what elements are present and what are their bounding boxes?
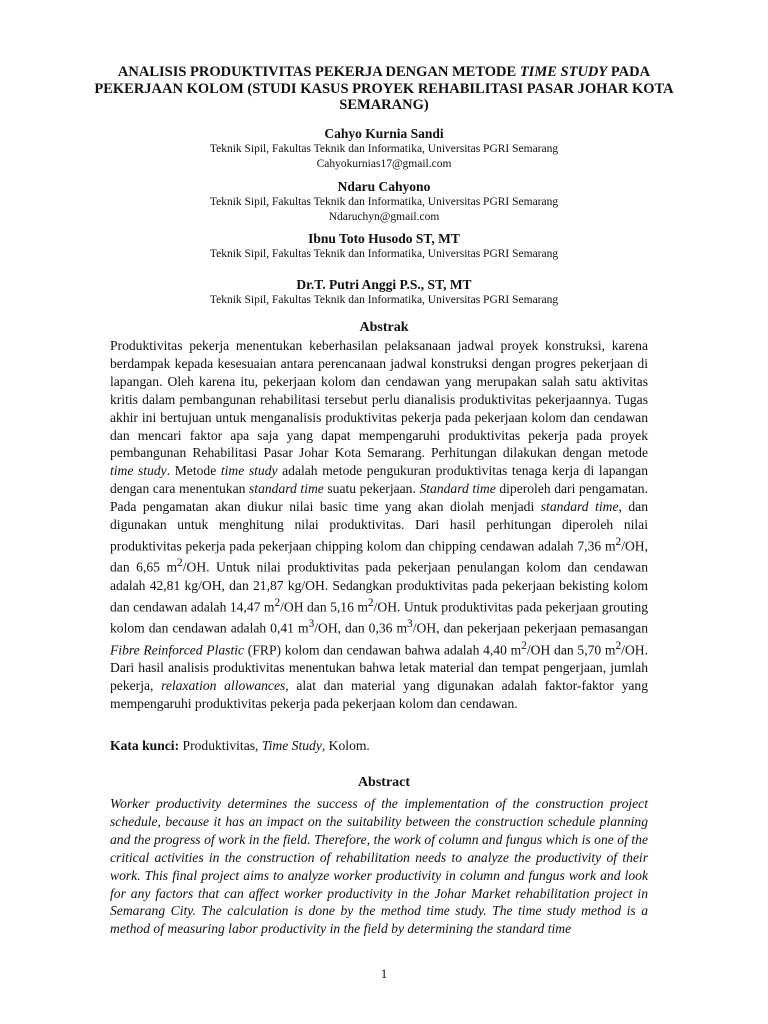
author-name: Dr.T. Putri Anggi P.S., ST, MT (296, 277, 472, 292)
author-block-2 (80, 178, 688, 225)
abstrak-heading: Abstrak (359, 320, 409, 335)
author-name: Cahyo Kurnia Sandi (324, 126, 444, 141)
author-block-4 (80, 276, 688, 308)
author-email: Ndaruchyn@gmail.com (328, 211, 440, 223)
author-affiliation: Teknik Sipil, Fakultas Teknik dan Informatika, Universitas PGRI Semarang (209, 143, 559, 155)
page-number: 1 (380, 966, 388, 981)
keywords: Kata kunci: Produktivitas, Time Study, Kolom. (110, 738, 370, 753)
author-email: Cahyokurnias17@gmail.com (316, 158, 452, 170)
author-name: Ndaru Cahyono (337, 179, 431, 194)
paper-title: ANALISIS PRODUKTIVITAS PEKERJA DENGAN METODE TIME STUDY PADA PEKERJAAN KOLOM (STUDI KASUS PROYEK REHABILITASI PASAR JOHAR KOTA SEMARANG) (94, 64, 674, 113)
author-block-3 (80, 230, 688, 262)
author-block-1 (80, 125, 688, 172)
abstract-text: Worker productivity determines the success of the implementation of the construction project schedule, because it has an impact on the suitability between the construction schedule planning and the progress of work in the field. Therefore, the work of column and fungus which is one of the critical activities in the construction of rehabilitation needs to analyze the productivity of their work. This final project aims to analyze worker productivity in column and fungus work and look for any factors that can affect worker productivity in the Johar Market rehabilitation project in Semarang City. The calculation is done by the method time study. The time study method is a method of measuring labor productivity in the field by determining the standard time (110, 796, 648, 937)
author-name: Ibnu Toto Husodo ST, MT (308, 231, 460, 246)
author-affiliation: Teknik Sipil, Fakultas Teknik dan Informatika, Universitas PGRI Semarang (209, 248, 559, 260)
abstract-heading: Abstract (357, 775, 411, 790)
author-affiliation: Teknik Sipil, Fakultas Teknik dan Informatika, Universitas PGRI Semarang (209, 196, 559, 208)
keywords-label: Kata kunci: (110, 738, 180, 753)
abstrak-text: Produktivitas pekerja menentukan keberhasilan pelaksanaan jadwal proyek konstruksi, karena berdampak kepada kesesuaian antara perencanaan jadwal konstruksi dengan progres pekerjaan di lapangan. Oleh karena itu, pekerjaan kolom dan cendawan yang merupakan salah satu aktivitas kritis dalam pembangunan rehabilitasi tersebut perlu dianalisis produktivitas pekerjaannya. Tugas akhir ini bertujuan untuk menganalisis produktivitas pekerja pada pekerjaan kolom dan cendawan dan mencari faktor apa saja yang dapat mempengaruhi produktivitas pekerja pada proyek pembangunan Rehabilitasi Pasar Johar Kota Semarang. Perhitungan dilakukan dengan metode time study. Metode time study adalah metode pengukuran produktivitas tenaga kerja di lapangan dengan cara menentukan standard time suatu pekerjaan. Standard time diperoleh dari pengamatan. Pada pengamatan akan diukur nilai basic time yang akan diolah menjadi standard time, dan digunakan untuk menghitung nilai produktivitas. Dari hasil perhitungan diperoleh nilai produktivitas pekerja pada pekerjaan chipping kolom dan chipping cendawan adalah 7,36 $m^2/OH$, dan 6,65 $m^2/OH$. Untuk nilai produktivitas pada pekerjaan penulangan kolom dan cendawan adalah 42,81 kg/OH, dan 21,87 kg/OH. Sedangkan produktivitas pada pekerjaan bekisting kolom dan cendawan adalah 14,47 $m^2/OH$ dan 5,16 $m^2/OH$. Untuk produktivitas pada pekerjaan grouting kolom dan cendawan adalah 0,41 $m^3/OH$, dan 0,36 $m^3/OH$, dan pekerjaan pekerjaan pemasangan Fibre Reinforced Plastic (FRP) kolom dan cendawan bahwa adalah 4,40 $m^2/OH$ dan 5,70 $m^2/OH$. Dari hasil analisis produktivitas menentukan bahwa letak material dan tempat pengerjaan, jumlah pekerja, relaxation allowances, alat dan material yang digunakan adalah faktor-faktor yang mempengaruhi produktivitas pekerja pada pekerjaan kolom dan cendawan. (110, 338, 649, 711)
author-affiliation: Teknik Sipil, Fakultas Teknik dan Informatika, Universitas PGRI Semarang (209, 294, 559, 306)
